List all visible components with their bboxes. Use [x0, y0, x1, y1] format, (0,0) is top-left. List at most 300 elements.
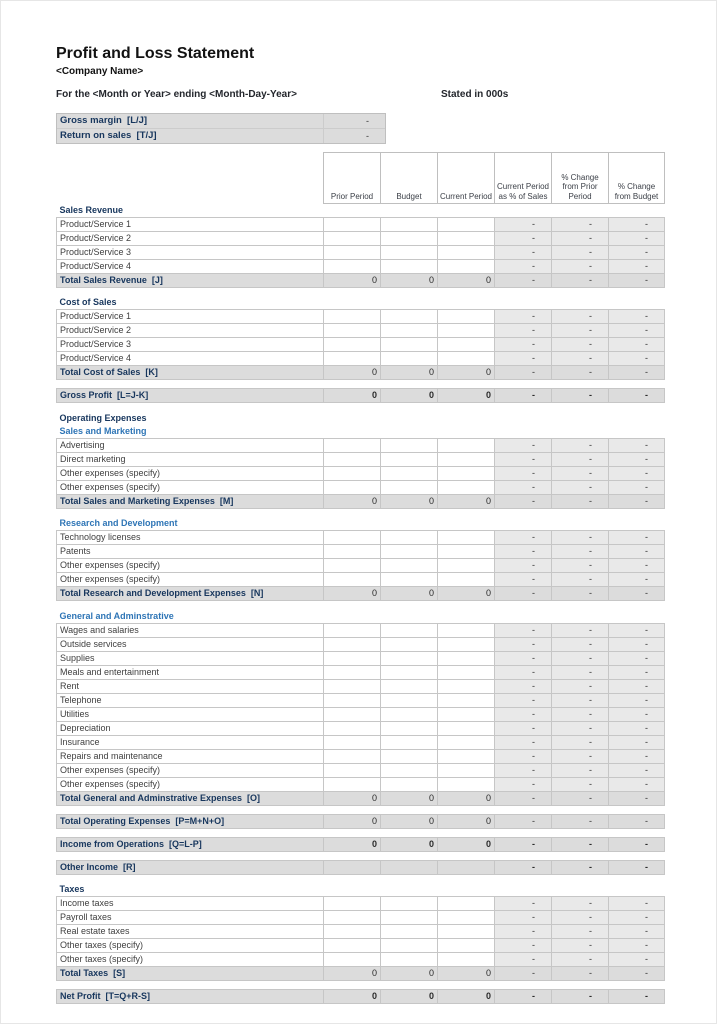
input-cell[interactable]	[438, 545, 495, 559]
input-cell[interactable]	[381, 735, 438, 749]
input-cell[interactable]	[381, 559, 438, 573]
value-cell: -	[552, 911, 609, 925]
spacer-cell	[57, 851, 665, 860]
row-label: Payroll taxes	[57, 911, 324, 925]
period-line: For the <Month or Year> ending <Month-Day-Year>	[56, 89, 297, 100]
input-cell[interactable]	[438, 438, 495, 452]
value-cell: -	[609, 777, 665, 791]
value-cell: -	[495, 366, 552, 380]
value-cell: -	[552, 273, 609, 287]
value-cell: -	[552, 466, 609, 480]
input-cell[interactable]	[324, 559, 381, 573]
detail-row	[57, 545, 665, 559]
input-cell[interactable]	[438, 707, 495, 721]
input-cell[interactable]	[324, 324, 381, 338]
value-cell: -	[609, 637, 665, 651]
input-cell[interactable]	[438, 466, 495, 480]
row-label: Advertising	[57, 438, 324, 452]
summary-row-value: -	[366, 116, 369, 126]
spacer-cell	[57, 601, 665, 610]
input-cell[interactable]	[438, 245, 495, 259]
input-cell[interactable]	[381, 545, 438, 559]
input-cell[interactable]	[438, 231, 495, 245]
detail-row	[57, 939, 665, 953]
input-cell[interactable]	[324, 231, 381, 245]
row-label: Total Sales and Marketing Expenses [M]	[57, 494, 324, 508]
row-label: Other expenses (specify)	[57, 466, 324, 480]
value-cell: 0	[324, 814, 381, 828]
input-cell[interactable]	[381, 324, 438, 338]
summary-row	[57, 128, 385, 143]
value-cell: -	[495, 707, 552, 721]
value-cell: -	[609, 366, 665, 380]
input-cell[interactable]	[438, 763, 495, 777]
row-label: Total Research and Development Expenses [N]	[57, 587, 324, 601]
value-cell: -	[609, 763, 665, 777]
value-cell: -	[609, 389, 665, 403]
row-label: Other expenses (specify)	[57, 777, 324, 791]
summary-row	[57, 114, 385, 128]
value-cell: -	[495, 217, 552, 231]
value-cell: -	[552, 749, 609, 763]
input-cell[interactable]	[381, 623, 438, 637]
input-cell[interactable]	[438, 749, 495, 763]
input-cell[interactable]	[381, 679, 438, 693]
input-cell[interactable]	[324, 545, 381, 559]
detail-row	[57, 452, 665, 466]
value-cell: -	[609, 587, 665, 601]
input-cell[interactable]	[438, 217, 495, 231]
input-cell[interactable]	[381, 352, 438, 366]
input-cell[interactable]	[438, 637, 495, 651]
value-cell: 0	[324, 366, 381, 380]
input-cell[interactable]	[324, 310, 381, 324]
value-cell: -	[552, 777, 609, 791]
input-cell[interactable]	[324, 245, 381, 259]
value-cell: -	[495, 389, 552, 403]
detail-row	[57, 679, 665, 693]
spacer-row	[57, 828, 665, 837]
input-cell[interactable]	[324, 693, 381, 707]
input-cell[interactable]	[324, 452, 381, 466]
input-cell[interactable]	[381, 763, 438, 777]
value-cell: -	[495, 860, 552, 874]
value-cell: -	[495, 573, 552, 587]
input-cell[interactable]	[324, 911, 381, 925]
value-cell: -	[609, 911, 665, 925]
value-cell: 0	[438, 494, 495, 508]
corner-cell	[57, 153, 324, 204]
input-cell[interactable]	[324, 665, 381, 679]
input-cell[interactable]	[381, 749, 438, 763]
value-cell: -	[552, 217, 609, 231]
input-cell[interactable]	[381, 231, 438, 245]
input-cell[interactable]	[381, 338, 438, 352]
value-cell: -	[495, 310, 552, 324]
input-cell[interactable]	[324, 531, 381, 545]
input-cell[interactable]	[324, 637, 381, 651]
value-cell	[438, 860, 495, 874]
value-cell: -	[609, 259, 665, 273]
grand-total-row	[57, 389, 665, 403]
value-cell: -	[609, 623, 665, 637]
column-header: % Change from Prior Period	[552, 153, 609, 204]
input-cell[interactable]	[324, 939, 381, 953]
input-cell[interactable]	[381, 707, 438, 721]
input-cell[interactable]	[381, 953, 438, 967]
value-cell: -	[552, 814, 609, 828]
input-cell[interactable]	[438, 651, 495, 665]
input-cell[interactable]	[381, 693, 438, 707]
row-label: Direct marketing	[57, 452, 324, 466]
row-label: Product/Service 1	[57, 310, 324, 324]
value-cell: 0	[324, 791, 381, 805]
value-cell: -	[552, 651, 609, 665]
value-cell: -	[495, 623, 552, 637]
input-cell[interactable]	[324, 338, 381, 352]
total-row	[57, 587, 665, 601]
detail-row	[57, 897, 665, 911]
value-cell: -	[495, 338, 552, 352]
input-cell[interactable]	[381, 651, 438, 665]
row-label: Cost of Sales	[59, 297, 117, 307]
detail-row	[57, 925, 665, 939]
detail-row	[57, 310, 665, 324]
value-cell: 0	[324, 389, 381, 403]
value-cell: 0	[438, 990, 495, 1004]
spacer-row	[57, 851, 665, 860]
row-label: Product/Service 3	[57, 338, 324, 352]
empty-cell	[324, 610, 665, 624]
value-cell: -	[609, 273, 665, 287]
spacer-row	[57, 287, 665, 296]
value-cell: -	[495, 679, 552, 693]
detail-row	[57, 559, 665, 573]
grand-total-row	[57, 990, 665, 1004]
row-label: Product/Service 1	[57, 217, 324, 231]
input-cell[interactable]	[438, 573, 495, 587]
row-label: Total Operating Expenses [P=M+N+O]	[57, 814, 324, 828]
empty-cell	[324, 883, 665, 897]
input-cell[interactable]	[381, 452, 438, 466]
input-cell[interactable]	[324, 763, 381, 777]
input-cell[interactable]	[324, 480, 381, 494]
row-label: Patents	[57, 545, 324, 559]
value-cell: -	[495, 452, 552, 466]
value-cell: -	[609, 837, 665, 851]
input-cell[interactable]	[438, 665, 495, 679]
value-cell: -	[552, 679, 609, 693]
row-label: Total Sales Revenue [J]	[57, 273, 324, 287]
detail-row	[57, 953, 665, 967]
value-cell: -	[609, 494, 665, 508]
value-cell: -	[609, 749, 665, 763]
input-cell[interactable]	[381, 466, 438, 480]
value-cell: -	[495, 814, 552, 828]
row-label: Outside services	[57, 637, 324, 651]
value-cell: -	[495, 693, 552, 707]
input-cell[interactable]	[438, 531, 495, 545]
value-cell: 0	[438, 791, 495, 805]
value-cell: -	[495, 545, 552, 559]
stated-in-label: Stated in 000s	[441, 89, 509, 100]
detail-row	[57, 466, 665, 480]
row-label: Repairs and maintenance	[57, 749, 324, 763]
input-cell[interactable]	[438, 679, 495, 693]
value-cell: -	[609, 480, 665, 494]
value-cell: -	[495, 990, 552, 1004]
input-cell[interactable]	[438, 693, 495, 707]
grand-total-row	[57, 860, 665, 874]
input-cell[interactable]	[324, 466, 381, 480]
value-cell: -	[552, 665, 609, 679]
input-cell[interactable]	[381, 637, 438, 651]
input-cell[interactable]	[324, 217, 381, 231]
input-cell[interactable]	[438, 939, 495, 953]
empty-cell	[324, 425, 665, 439]
row-label: Product/Service 2	[57, 324, 324, 338]
value-cell: -	[552, 324, 609, 338]
value-cell: -	[495, 324, 552, 338]
value-cell: 0	[381, 791, 438, 805]
value-cell: -	[609, 939, 665, 953]
value-cell: -	[552, 967, 609, 981]
input-cell[interactable]	[438, 452, 495, 466]
value-cell: -	[552, 925, 609, 939]
row-label: Meals and entertainment	[57, 665, 324, 679]
input-cell[interactable]	[324, 623, 381, 637]
row-label: Real estate taxes	[57, 925, 324, 939]
value-cell: -	[552, 721, 609, 735]
value-cell: -	[609, 466, 665, 480]
detail-row	[57, 693, 665, 707]
value-cell: -	[495, 480, 552, 494]
row-label: Other expenses (specify)	[57, 573, 324, 587]
value-cell: -	[609, 310, 665, 324]
value-cell: -	[495, 637, 552, 651]
company-name: <Company Name>	[56, 66, 144, 77]
spacer-cell	[57, 380, 665, 389]
input-cell[interactable]	[438, 259, 495, 273]
column-header: % Change from Budget	[609, 153, 665, 204]
value-cell: -	[495, 231, 552, 245]
spacer-row	[57, 403, 665, 412]
row-label: Sales and Marketing	[59, 425, 147, 436]
grand-total-row	[57, 837, 665, 851]
input-cell[interactable]	[381, 217, 438, 231]
input-cell[interactable]	[381, 777, 438, 791]
input-cell[interactable]	[381, 438, 438, 452]
value-cell: -	[609, 217, 665, 231]
value-cell: -	[495, 791, 552, 805]
input-cell[interactable]	[438, 310, 495, 324]
input-cell[interactable]	[324, 679, 381, 693]
input-cell[interactable]	[438, 897, 495, 911]
input-cell[interactable]	[438, 324, 495, 338]
input-cell[interactable]	[324, 438, 381, 452]
input-cell[interactable]	[324, 925, 381, 939]
input-cell[interactable]	[324, 735, 381, 749]
value-cell: -	[552, 860, 609, 874]
value-cell: -	[552, 259, 609, 273]
input-cell[interactable]	[324, 352, 381, 366]
value-cell: -	[609, 545, 665, 559]
value-cell: -	[552, 231, 609, 245]
value-cell: 0	[438, 366, 495, 380]
input-cell[interactable]	[324, 777, 381, 791]
row-label: Product/Service 4	[57, 259, 324, 273]
input-cell[interactable]	[438, 338, 495, 352]
row-label: Total Taxes [S]	[57, 967, 324, 981]
value-cell: 0	[438, 587, 495, 601]
input-cell[interactable]	[438, 559, 495, 573]
detail-row	[57, 438, 665, 452]
value-cell: 0	[324, 273, 381, 287]
value-cell: -	[552, 338, 609, 352]
column-header-row	[57, 153, 665, 204]
detail-row	[57, 573, 665, 587]
spacer-cell	[57, 403, 665, 412]
detail-row	[57, 245, 665, 259]
input-cell[interactable]	[324, 721, 381, 735]
page-title: Profit and Loss Statement	[56, 45, 255, 62]
value-cell: -	[495, 559, 552, 573]
total-row	[57, 366, 665, 380]
value-cell: -	[552, 531, 609, 545]
value-cell: -	[609, 573, 665, 587]
value-cell: -	[495, 259, 552, 273]
value-cell: -	[609, 693, 665, 707]
value-cell: 0	[438, 837, 495, 851]
summary-row-value: -	[366, 131, 369, 141]
row-label: Supplies	[57, 651, 324, 665]
spacer-cell	[57, 287, 665, 296]
value-cell: -	[552, 389, 609, 403]
input-cell[interactable]	[438, 352, 495, 366]
row-label: Other expenses (specify)	[57, 480, 324, 494]
row-label: Operating Expenses	[59, 412, 147, 423]
input-cell[interactable]	[381, 480, 438, 494]
value-cell: -	[609, 990, 665, 1004]
summary-row-label: Gross margin [L/J]	[57, 114, 324, 128]
value-cell: -	[495, 777, 552, 791]
value-cell: -	[609, 324, 665, 338]
value-cell: 0	[381, 814, 438, 828]
value-cell: 0	[381, 389, 438, 403]
value-cell: -	[609, 338, 665, 352]
value-cell: 0	[324, 837, 381, 851]
input-cell[interactable]	[381, 531, 438, 545]
value-cell: 0	[324, 587, 381, 601]
row-label: Sales Revenue	[59, 204, 124, 215]
input-cell[interactable]	[324, 953, 381, 967]
value-cell: -	[495, 749, 552, 763]
empty-cell	[324, 412, 665, 425]
input-cell[interactable]	[381, 665, 438, 679]
input-cell[interactable]	[324, 573, 381, 587]
row-label: Research and Development	[59, 518, 178, 528]
detail-row	[57, 480, 665, 494]
value-cell: -	[609, 231, 665, 245]
detail-row	[57, 651, 665, 665]
detail-row	[57, 777, 665, 791]
value-cell: -	[495, 911, 552, 925]
value-cell: -	[495, 494, 552, 508]
input-cell[interactable]	[381, 573, 438, 587]
detail-row	[57, 911, 665, 925]
input-cell[interactable]	[381, 897, 438, 911]
input-cell[interactable]	[324, 897, 381, 911]
detail-row	[57, 231, 665, 245]
input-cell[interactable]	[438, 953, 495, 967]
row-label: Net Profit [T=Q+R-S]	[57, 990, 324, 1004]
row-label: Telephone	[57, 693, 324, 707]
table-body	[57, 204, 665, 1004]
value-cell: -	[552, 693, 609, 707]
input-cell[interactable]	[438, 777, 495, 791]
value-cell	[324, 860, 381, 874]
value-cell: 0	[381, 587, 438, 601]
value-cell: -	[609, 707, 665, 721]
value-cell: -	[552, 545, 609, 559]
row-label: Gross Profit [L=J-K]	[57, 389, 324, 403]
total-row	[57, 791, 665, 805]
value-cell: -	[552, 637, 609, 651]
empty-cell	[324, 296, 665, 310]
value-cell: -	[552, 763, 609, 777]
detail-row	[57, 217, 665, 231]
input-cell[interactable]	[324, 651, 381, 665]
input-cell[interactable]	[438, 911, 495, 925]
row-label: Other expenses (specify)	[57, 763, 324, 777]
input-cell[interactable]	[324, 749, 381, 763]
summary-row-label: Return on sales [T/J]	[57, 129, 324, 143]
column-header: Current Period as % of Sales	[495, 153, 552, 204]
input-cell[interactable]	[438, 925, 495, 939]
spacer-row	[57, 981, 665, 990]
input-cell[interactable]	[381, 911, 438, 925]
input-cell[interactable]	[381, 310, 438, 324]
input-cell[interactable]	[324, 259, 381, 273]
input-cell[interactable]	[381, 245, 438, 259]
input-cell[interactable]	[438, 735, 495, 749]
value-cell: -	[552, 366, 609, 380]
column-header: Budget	[381, 153, 438, 204]
value-cell: -	[609, 897, 665, 911]
value-cell: -	[552, 953, 609, 967]
input-cell[interactable]	[381, 259, 438, 273]
row-label: Total Cost of Sales [K]	[57, 366, 324, 380]
value-cell: -	[495, 735, 552, 749]
input-cell[interactable]	[438, 623, 495, 637]
input-cell[interactable]	[381, 925, 438, 939]
row-label: Technology licenses	[57, 531, 324, 545]
input-cell[interactable]	[438, 480, 495, 494]
value-cell: -	[495, 925, 552, 939]
input-cell[interactable]	[324, 707, 381, 721]
input-cell[interactable]	[438, 721, 495, 735]
spacer-row	[57, 874, 665, 883]
value-cell: -	[609, 791, 665, 805]
value-cell: 0	[438, 389, 495, 403]
value-cell: -	[552, 245, 609, 259]
value-cell: 0	[324, 967, 381, 981]
spacer-cell	[57, 508, 665, 517]
input-cell[interactable]	[381, 939, 438, 953]
input-cell[interactable]	[381, 721, 438, 735]
value-cell: -	[609, 721, 665, 735]
value-cell: -	[552, 587, 609, 601]
